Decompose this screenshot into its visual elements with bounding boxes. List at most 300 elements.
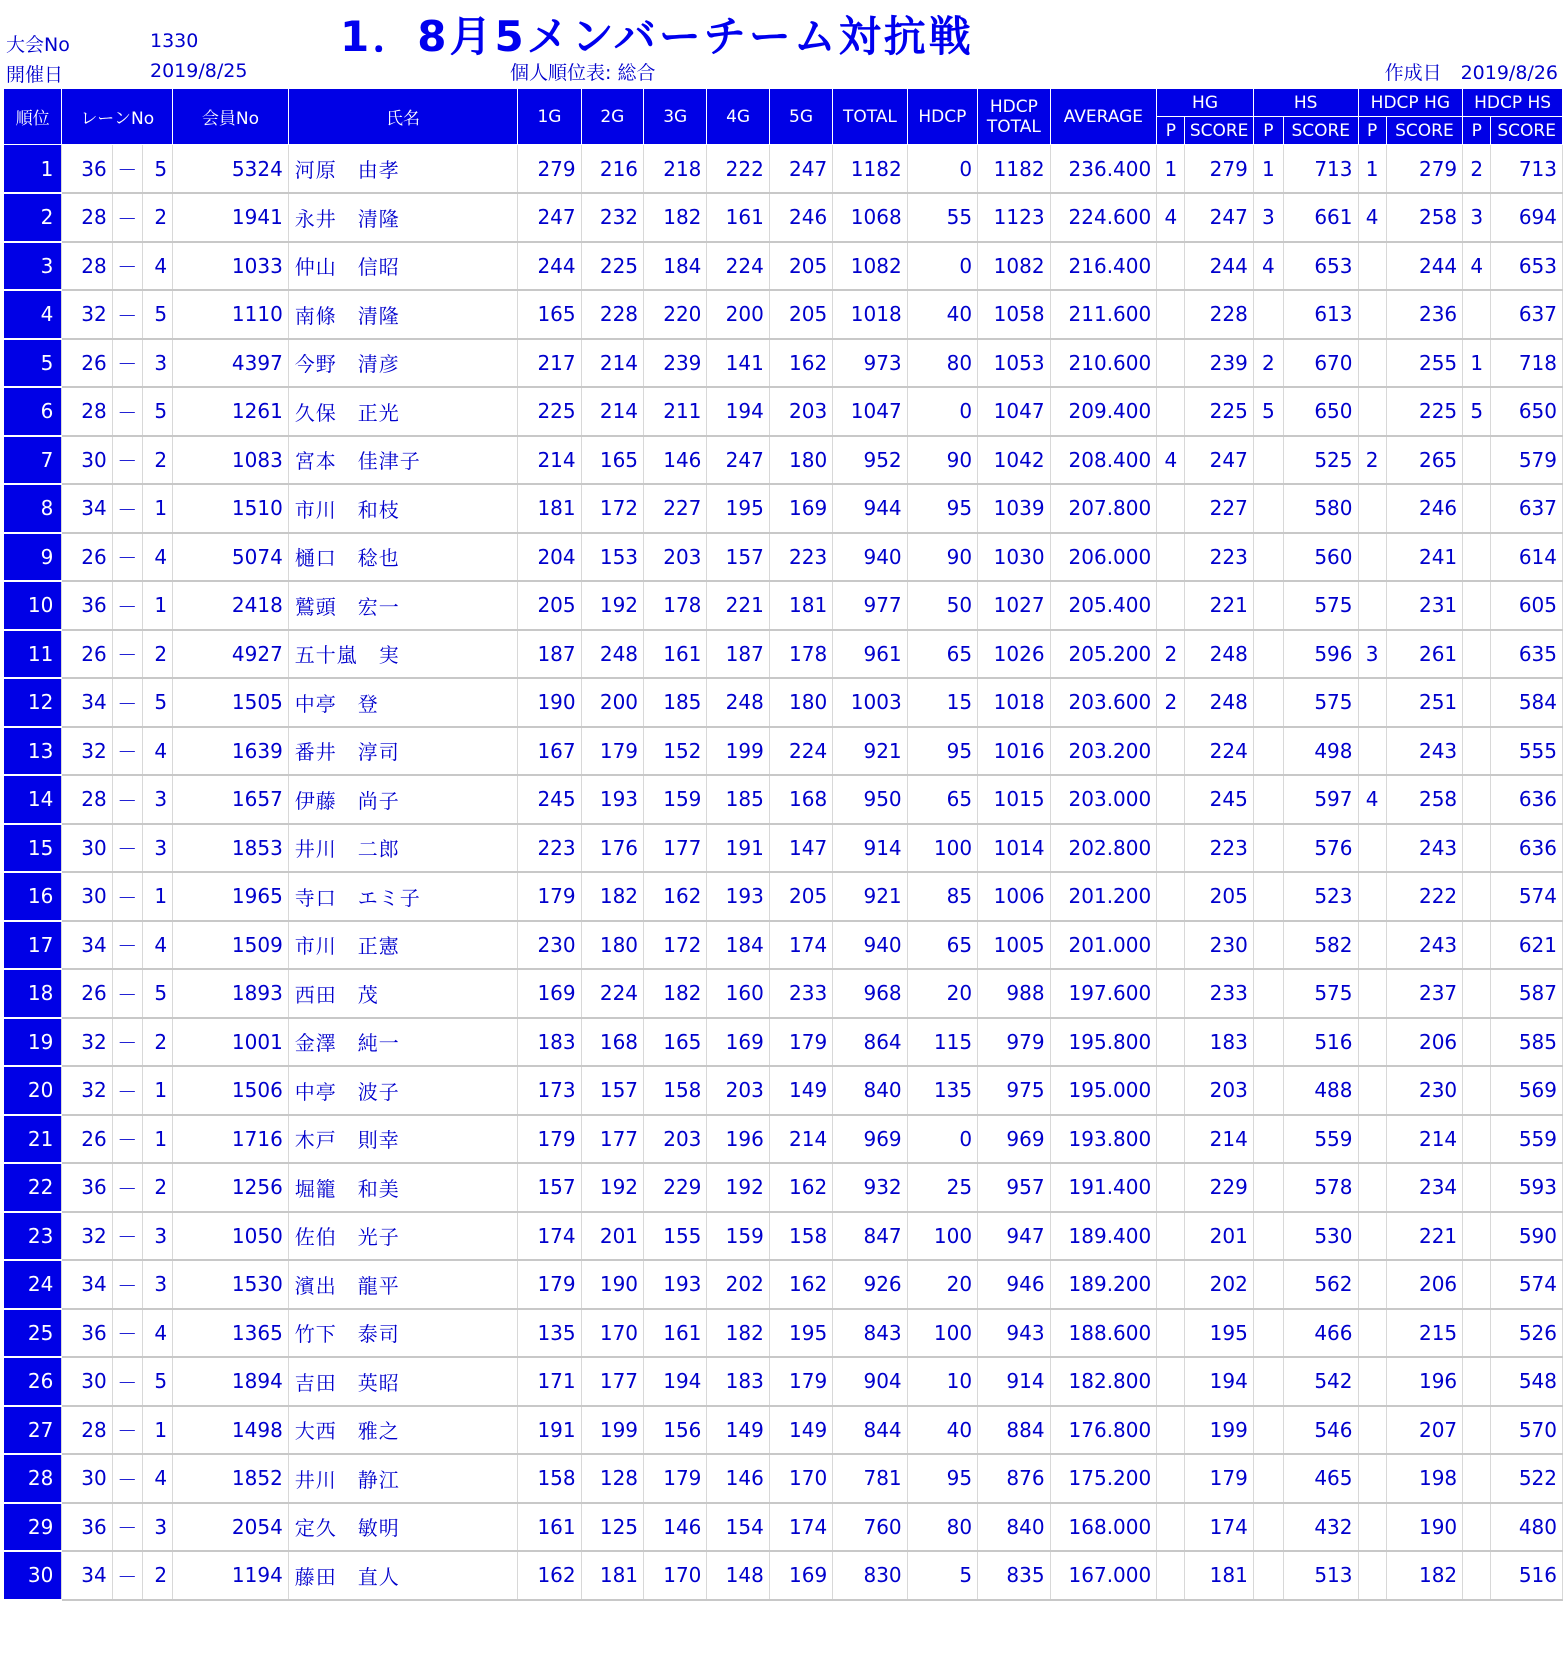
cell-name: 堀籠 和美	[288, 1163, 517, 1212]
table-row	[4, 775, 1563, 824]
cell-average: 189.200	[1050, 1260, 1157, 1309]
cell-hdcp-total: 947	[978, 1212, 1050, 1261]
cell-lane-dash: －	[112, 1115, 142, 1164]
cell-total: 760	[833, 1503, 907, 1552]
cell-hdcp-total: 1026	[978, 630, 1050, 679]
cell-g5: 162	[769, 339, 832, 388]
cell-g5: 179	[769, 1018, 832, 1067]
cell-lane-dash: －	[112, 1260, 142, 1309]
cell-hdcp-hs-p	[1463, 824, 1491, 873]
cell-hg-score: 221	[1185, 581, 1253, 630]
cell-g2: 181	[581, 1551, 643, 1600]
cell-hdcp-total: 884	[978, 1406, 1050, 1455]
cell-hg-p	[1157, 533, 1185, 582]
cell-hg-p	[1157, 1212, 1185, 1261]
cell-g1: 167	[518, 727, 581, 776]
cell-g4: 146	[707, 1454, 769, 1503]
cell-hdcp-hg-score: 190	[1386, 1503, 1463, 1552]
cell-hdcp-hs-score: 614	[1491, 533, 1563, 582]
cell-hdcp-hs-p	[1463, 1357, 1491, 1406]
cell-hdcp-hg-score: 241	[1386, 533, 1463, 582]
cell-lane-b: 4	[142, 1454, 172, 1503]
cell-lane-dash: －	[112, 1454, 142, 1503]
cell-hdcp-hs-p: 4	[1463, 242, 1491, 291]
cell-hg-p: 2	[1157, 678, 1185, 727]
cell-hdcp-hs-p: 2	[1463, 145, 1491, 194]
cell-hdcp-total: 1006	[978, 872, 1050, 921]
cell-total: 1003	[833, 678, 907, 727]
cell-hdcp-hg-p	[1358, 1066, 1386, 1115]
cell-lane-a: 36	[62, 145, 112, 194]
cell-hg-p	[1157, 387, 1185, 436]
col-hg-score: SCORE	[1185, 117, 1253, 145]
cell-name: 南條 清隆	[288, 290, 517, 339]
cell-g5: 247	[769, 145, 832, 194]
table-row	[4, 484, 1563, 533]
cell-g5: 233	[769, 969, 832, 1018]
cell-average: 195.000	[1050, 1066, 1157, 1115]
cell-hg-p: 4	[1157, 193, 1185, 242]
cell-g1: 173	[518, 1066, 581, 1115]
cell-lane-dash: －	[112, 290, 142, 339]
cell-g2: 192	[581, 1163, 643, 1212]
cell-name: 久保 正光	[288, 387, 517, 436]
cell-g2: 199	[581, 1406, 643, 1455]
cell-g5: 162	[769, 1163, 832, 1212]
cell-g5: 169	[769, 1551, 832, 1600]
cell-lane-a: 34	[62, 484, 112, 533]
cell-lane-dash: －	[112, 1309, 142, 1358]
cell-g2: 216	[581, 145, 643, 194]
cell-hdcp-hs-score: 637	[1491, 290, 1563, 339]
cell-member-no: 1639	[173, 727, 289, 776]
cell-average: 202.800	[1050, 824, 1157, 873]
cell-lane-a: 34	[62, 678, 112, 727]
cell-g5: 162	[769, 1260, 832, 1309]
table-row	[4, 1163, 1563, 1212]
cell-average: 216.400	[1050, 242, 1157, 291]
cell-hdcp-hs-p: 1	[1463, 339, 1491, 388]
cell-average: 195.800	[1050, 1018, 1157, 1067]
cell-hs-p: 2	[1253, 339, 1283, 388]
cell-member-no: 1852	[173, 1454, 289, 1503]
cell-hdcp-total: 1016	[978, 727, 1050, 776]
cell-g2: 214	[581, 387, 643, 436]
cell-rank: 2	[4, 193, 62, 242]
cell-member-no: 2418	[173, 581, 289, 630]
cell-name: 番井 淳司	[288, 727, 517, 776]
cell-hdcp-hg-p	[1358, 1357, 1386, 1406]
cell-lane-b: 5	[142, 290, 172, 339]
cell-hdcp-total: 1018	[978, 678, 1050, 727]
cell-hs-p	[1253, 1503, 1283, 1552]
cell-lane-dash: －	[112, 678, 142, 727]
col-hdcp-hg-p: P	[1358, 117, 1386, 145]
cell-g2: 193	[581, 775, 643, 824]
cell-hs-p: 1	[1253, 145, 1283, 194]
cell-total: 847	[833, 1212, 907, 1261]
cell-name: 濱出 龍平	[288, 1260, 517, 1309]
cell-g1: 214	[518, 436, 581, 485]
cell-hdcp: 95	[907, 727, 977, 776]
cell-hdcp-hg-score: 215	[1386, 1309, 1463, 1358]
cell-hs-score: 613	[1284, 290, 1358, 339]
cell-g4: 248	[707, 678, 769, 727]
table-row	[4, 387, 1563, 436]
cell-hs-p	[1253, 872, 1283, 921]
cell-lane-a: 30	[62, 1357, 112, 1406]
cell-rank: 24	[4, 1260, 62, 1309]
cell-hs-p	[1253, 678, 1283, 727]
cell-hdcp-hg-score: 258	[1386, 193, 1463, 242]
cell-hdcp-hg-p	[1358, 678, 1386, 727]
cell-lane-b: 2	[142, 436, 172, 485]
table-row	[4, 581, 1563, 630]
cell-name: 中亭 登	[288, 678, 517, 727]
cell-name: 市川 正憲	[288, 921, 517, 970]
table-row	[4, 921, 1563, 970]
cell-g4: 141	[707, 339, 769, 388]
cell-hdcp-hs-p	[1463, 1503, 1491, 1552]
cell-lane-a: 28	[62, 775, 112, 824]
cell-lane-b: 4	[142, 727, 172, 776]
cell-g3: 152	[644, 727, 707, 776]
cell-hdcp-total: 943	[978, 1309, 1050, 1358]
cell-lane-b: 1	[142, 872, 172, 921]
table-row	[4, 1406, 1563, 1455]
cell-g5: 223	[769, 533, 832, 582]
table-row	[4, 1260, 1563, 1309]
cell-g2: 201	[581, 1212, 643, 1261]
cell-hdcp-hs-score: 570	[1491, 1406, 1563, 1455]
cell-g5: 195	[769, 1309, 832, 1358]
cell-hdcp-hg-score: 246	[1386, 484, 1463, 533]
cell-hdcp-total: 835	[978, 1551, 1050, 1600]
table-row	[4, 242, 1563, 291]
cell-hdcp: 85	[907, 872, 977, 921]
table-row	[4, 290, 1563, 339]
cell-hdcp: 100	[907, 1212, 977, 1261]
cell-hdcp: 0	[907, 145, 977, 194]
cell-g4: 200	[707, 290, 769, 339]
cell-g4: 154	[707, 1503, 769, 1552]
cell-hs-score: 560	[1284, 533, 1358, 582]
cell-lane-b: 2	[142, 1551, 172, 1600]
col-member: 会員No	[173, 89, 289, 145]
cell-hdcp-hg-score: 258	[1386, 775, 1463, 824]
cell-rank: 14	[4, 775, 62, 824]
cell-lane-b: 5	[142, 969, 172, 1018]
cell-g3: 161	[644, 1309, 707, 1358]
col-hdcp-hg: HDCP HG	[1358, 89, 1463, 117]
cell-hs-score: 546	[1284, 1406, 1358, 1455]
cell-g4: 194	[707, 387, 769, 436]
col-hg: HG	[1157, 89, 1254, 117]
cell-rank: 8	[4, 484, 62, 533]
cell-g1: 179	[518, 1260, 581, 1309]
cell-hdcp-hg-score: 265	[1386, 436, 1463, 485]
cell-g4: 185	[707, 775, 769, 824]
table-row	[4, 193, 1563, 242]
cell-rank: 12	[4, 678, 62, 727]
cell-lane-b: 4	[142, 242, 172, 291]
cell-hdcp-total: 1027	[978, 581, 1050, 630]
cell-g1: 183	[518, 1018, 581, 1067]
cell-lane-b: 2	[142, 1018, 172, 1067]
cell-hg-score: 229	[1185, 1163, 1253, 1212]
cell-name: 伊藤 尚子	[288, 775, 517, 824]
cell-g4: 159	[707, 1212, 769, 1261]
cell-hdcp-hs-p	[1463, 1309, 1491, 1358]
cell-hs-score: 530	[1284, 1212, 1358, 1261]
table-row	[4, 969, 1563, 1018]
cell-hdcp-hs-score: 548	[1491, 1357, 1563, 1406]
cell-member-no: 1965	[173, 872, 289, 921]
cell-hdcp-total: 1047	[978, 387, 1050, 436]
cell-g5: 147	[769, 824, 832, 873]
col-total: TOTAL	[833, 89, 907, 145]
cell-g3: 220	[644, 290, 707, 339]
cell-lane-b: 3	[142, 1260, 172, 1309]
cell-g3: 158	[644, 1066, 707, 1115]
cell-lane-dash: －	[112, 1406, 142, 1455]
cell-lane-dash: －	[112, 242, 142, 291]
cell-lane-a: 30	[62, 1454, 112, 1503]
cell-lane-a: 32	[62, 727, 112, 776]
cell-total: 969	[833, 1115, 907, 1164]
cell-g2: 153	[581, 533, 643, 582]
cell-hdcp-hg-score: 244	[1386, 242, 1463, 291]
cell-hdcp-hg-score: 222	[1386, 872, 1463, 921]
cell-hdcp-hg-p	[1358, 1212, 1386, 1261]
cell-hg-p	[1157, 775, 1185, 824]
cell-rank: 25	[4, 1309, 62, 1358]
cell-total: 961	[833, 630, 907, 679]
cell-hs-p	[1253, 969, 1283, 1018]
col-rank: 順位	[4, 89, 62, 145]
cell-hg-p	[1157, 969, 1185, 1018]
cell-hg-p	[1157, 1163, 1185, 1212]
col-lane: レーンNo	[62, 89, 173, 145]
cell-hs-score: 580	[1284, 484, 1358, 533]
cell-lane-dash: －	[112, 484, 142, 533]
cell-hs-p	[1253, 581, 1283, 630]
cell-hdcp-hg-p	[1358, 1018, 1386, 1067]
cell-hdcp-hs-p	[1463, 1454, 1491, 1503]
cell-member-no: 1110	[173, 290, 289, 339]
cell-hdcp-hg-p	[1358, 1309, 1386, 1358]
cell-total: 904	[833, 1357, 907, 1406]
cell-hdcp: 20	[907, 969, 977, 1018]
cell-g4: 247	[707, 436, 769, 485]
cell-g3: 146	[644, 1503, 707, 1552]
cell-hg-p	[1157, 1454, 1185, 1503]
cell-hdcp-hs-p	[1463, 1163, 1491, 1212]
cell-g2: 177	[581, 1115, 643, 1164]
cell-hg-p	[1157, 290, 1185, 339]
cell-hdcp-hg-score: 207	[1386, 1406, 1463, 1455]
cell-member-no: 1893	[173, 969, 289, 1018]
cell-g2: 179	[581, 727, 643, 776]
cell-hg-p	[1157, 242, 1185, 291]
table-row	[4, 1503, 1563, 1552]
cell-hdcp-hs-score: 526	[1491, 1309, 1563, 1358]
cell-hdcp-hs-p	[1463, 436, 1491, 485]
cell-total: 977	[833, 581, 907, 630]
cell-hdcp-hs-score: 584	[1491, 678, 1563, 727]
cell-hs-score: 597	[1284, 775, 1358, 824]
ranking-rows	[4, 145, 1563, 1600]
cell-hdcp-hs-score: 480	[1491, 1503, 1563, 1552]
cell-rank: 3	[4, 242, 62, 291]
cell-lane-a: 32	[62, 1066, 112, 1115]
cell-rank: 27	[4, 1406, 62, 1455]
cell-hdcp-hs-score: 635	[1491, 630, 1563, 679]
cell-g4: 161	[707, 193, 769, 242]
cell-lane-b: 3	[142, 1503, 172, 1552]
cell-hs-p	[1253, 436, 1283, 485]
cell-lane-dash: －	[112, 775, 142, 824]
cell-member-no: 1001	[173, 1018, 289, 1067]
cell-g1: 204	[518, 533, 581, 582]
cell-hdcp-total: 840	[978, 1503, 1050, 1552]
cell-hg-score: 224	[1185, 727, 1253, 776]
cell-g4: 195	[707, 484, 769, 533]
cell-hdcp-hg-score: 255	[1386, 339, 1463, 388]
cell-lane-a: 26	[62, 533, 112, 582]
cell-hg-score: 195	[1185, 1309, 1253, 1358]
cell-hdcp-hg-p	[1358, 1551, 1386, 1600]
cell-g3: 182	[644, 193, 707, 242]
cell-g4: 148	[707, 1551, 769, 1600]
cell-hs-score: 513	[1284, 1551, 1358, 1600]
cell-hdcp: 25	[907, 1163, 977, 1212]
cell-hdcp-hs-score: 605	[1491, 581, 1563, 630]
cell-hs-p	[1253, 921, 1283, 970]
cell-hdcp-hs-score: 694	[1491, 193, 1563, 242]
cell-average: 203.000	[1050, 775, 1157, 824]
cell-hs-p	[1253, 1115, 1283, 1164]
cell-g4: 199	[707, 727, 769, 776]
cell-hg-score: 239	[1185, 339, 1253, 388]
cell-g2: 170	[581, 1309, 643, 1358]
col-name: 氏名	[288, 89, 517, 145]
cell-g1: 174	[518, 1212, 581, 1261]
cell-g4: 187	[707, 630, 769, 679]
cell-total: 1082	[833, 242, 907, 291]
cell-hdcp-hs-score: 590	[1491, 1212, 1563, 1261]
cell-hdcp-hs-p	[1463, 484, 1491, 533]
cell-rank: 29	[4, 1503, 62, 1552]
cell-rank: 6	[4, 387, 62, 436]
cell-average: 167.000	[1050, 1551, 1157, 1600]
cell-hs-score: 575	[1284, 581, 1358, 630]
cell-hdcp-total: 988	[978, 969, 1050, 1018]
cell-member-no: 1505	[173, 678, 289, 727]
cell-g1: 244	[518, 242, 581, 291]
cell-hdcp-hs-score: 637	[1491, 484, 1563, 533]
cell-g3: 179	[644, 1454, 707, 1503]
cell-lane-b: 3	[142, 824, 172, 873]
cell-hdcp-hg-p: 3	[1358, 630, 1386, 679]
cell-hs-score: 575	[1284, 678, 1358, 727]
cell-hs-p	[1253, 1454, 1283, 1503]
taikai-value: 1330	[150, 30, 199, 52]
cell-lane-dash: －	[112, 339, 142, 388]
cell-hs-score: 466	[1284, 1309, 1358, 1358]
cell-g3: 161	[644, 630, 707, 679]
cell-hs-score: 582	[1284, 921, 1358, 970]
cell-g5: 169	[769, 484, 832, 533]
cell-hdcp-total: 946	[978, 1260, 1050, 1309]
cell-g4: 160	[707, 969, 769, 1018]
col-hdcp-total-line1: HDCP	[989, 96, 1038, 117]
cell-hdcp-hg-score: 236	[1386, 290, 1463, 339]
cell-rank: 30	[4, 1551, 62, 1600]
cell-hdcp: 40	[907, 1406, 977, 1455]
page-title: 1．8月5メンバーチーム対抗戦	[340, 12, 974, 61]
cell-total: 921	[833, 727, 907, 776]
cell-g2: 172	[581, 484, 643, 533]
cell-hdcp-hg-score: 251	[1386, 678, 1463, 727]
cell-hg-p	[1157, 1357, 1185, 1406]
cell-average: 197.600	[1050, 969, 1157, 1018]
cell-g3: 227	[644, 484, 707, 533]
cell-lane-dash: －	[112, 1551, 142, 1600]
cell-hg-score: 205	[1185, 872, 1253, 921]
cell-lane-dash: －	[112, 824, 142, 873]
cell-hdcp-hg-score: 182	[1386, 1551, 1463, 1600]
cell-name: 市川 和枝	[288, 484, 517, 533]
cell-hg-p	[1157, 1260, 1185, 1309]
cell-rank: 16	[4, 872, 62, 921]
cell-total: 1068	[833, 193, 907, 242]
cell-member-no: 5324	[173, 145, 289, 194]
table-row	[4, 1018, 1563, 1067]
cell-hdcp-hs-p	[1463, 678, 1491, 727]
report-subtitle: 個人順位表: 総合	[510, 62, 656, 84]
cell-name: 寺口 エミ子	[288, 872, 517, 921]
cell-hdcp: 40	[907, 290, 977, 339]
cell-g1: 181	[518, 484, 581, 533]
cell-hdcp-hg-p	[1358, 387, 1386, 436]
cell-hs-score: 596	[1284, 630, 1358, 679]
cell-lane-a: 36	[62, 581, 112, 630]
cell-lane-b: 1	[142, 581, 172, 630]
cell-hg-score: 248	[1185, 630, 1253, 679]
cell-g5: 149	[769, 1066, 832, 1115]
cell-hdcp-hs-p: 5	[1463, 387, 1491, 436]
cell-hdcp-hs-p	[1463, 1406, 1491, 1455]
cell-g2: 165	[581, 436, 643, 485]
cell-hdcp-hs-p	[1463, 290, 1491, 339]
cell-average: 188.600	[1050, 1309, 1157, 1358]
cell-hdcp-hg-p	[1358, 1406, 1386, 1455]
cell-g3: 229	[644, 1163, 707, 1212]
cell-hdcp: 95	[907, 484, 977, 533]
cell-hdcp-hg-score: 214	[1386, 1115, 1463, 1164]
cell-hdcp-total: 1039	[978, 484, 1050, 533]
cell-total: 968	[833, 969, 907, 1018]
cell-g1: 158	[518, 1454, 581, 1503]
cell-hdcp-hg-score: 196	[1386, 1357, 1463, 1406]
cell-g4: 222	[707, 145, 769, 194]
cell-g2: 190	[581, 1260, 643, 1309]
col-hs-p: P	[1253, 117, 1283, 145]
cell-lane-b: 1	[142, 1406, 172, 1455]
cell-lane-b: 2	[142, 193, 172, 242]
cell-hdcp-hg-score: 206	[1386, 1018, 1463, 1067]
